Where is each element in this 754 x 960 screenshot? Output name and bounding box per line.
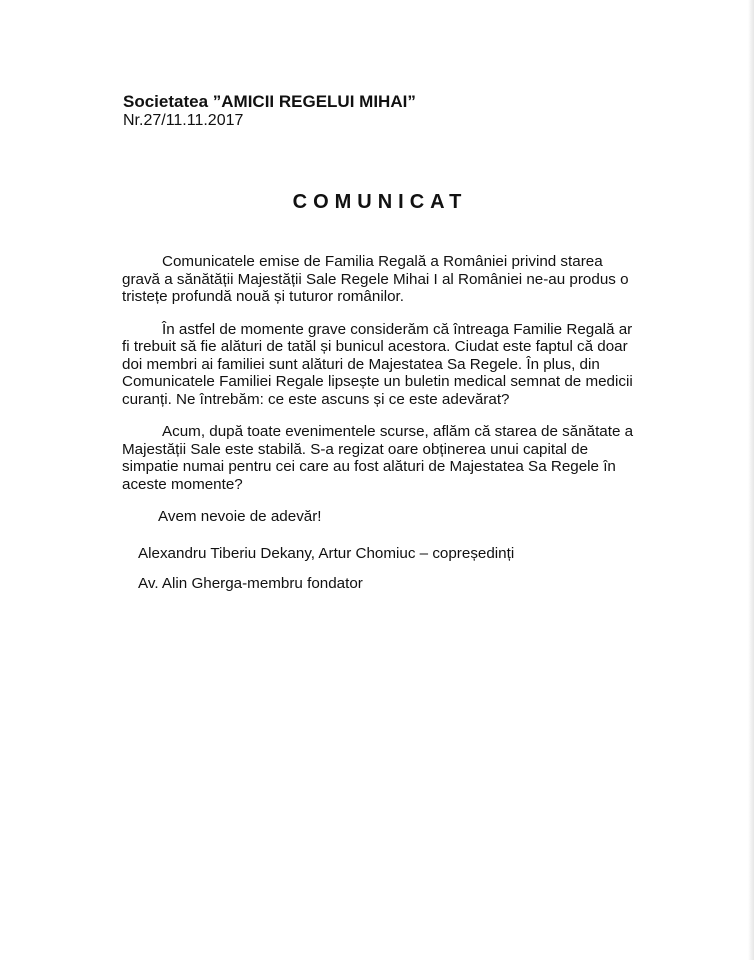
closing-statement: Avem nevoie de adevăr! [158, 508, 322, 525]
document-title: COMUNICAT [292, 191, 468, 213]
document-header [123, 92, 543, 130]
registration-number: Nr.27/11.11.2017 [123, 112, 244, 129]
organization-name: Societatea ”AMICII REGELUI MIHAI” [123, 92, 416, 111]
signatures-block [138, 545, 658, 604]
paragraph-3 [122, 423, 642, 493]
signature-copresidents: Alexandru Tiberiu Dekany, Artur Chomiuc – copreședinți [138, 545, 515, 562]
document-body [122, 253, 642, 526]
paragraph-3-text: Acum, după toate evenimentele scurse, aflăm că starea de sănătate a Majestății Sale este stabilă. S-a regizat oare obținerea unui capital de simpatie numai pentru cei care au fost alături de Majestatea Sa Regele în aceste momente? [122, 423, 634, 493]
paragraph-2 [122, 321, 642, 409]
signature-founder: Av. Alin Gherga-membru fondator [138, 574, 363, 592]
paragraph-1 [122, 253, 642, 306]
paragraph-1-text: Comunicatele emise de Familia Regală a României privind starea gravă a sănătății Majestății Sale Regele Mihai I al României ne-au produs o tristețe profundă nouă și tuturor românilor. [122, 253, 629, 305]
paragraph-2-text: În astfel de momente grave considerăm că întreaga Familie Regală ar fi trebuit să fie alături de tatăl și bunicul acestora. Ciudat este faptul că doar doi membri ai familiei sunt alături de Majestatea Sa Regele. În plus, din Comunicatele Familiei Regale lipsește un buletin medical semnat de medicii curanți. Ne întrebăm: ce este ascuns și ce este adevărat? [122, 320, 633, 408]
page-edge-shadow [748, 0, 754, 960]
